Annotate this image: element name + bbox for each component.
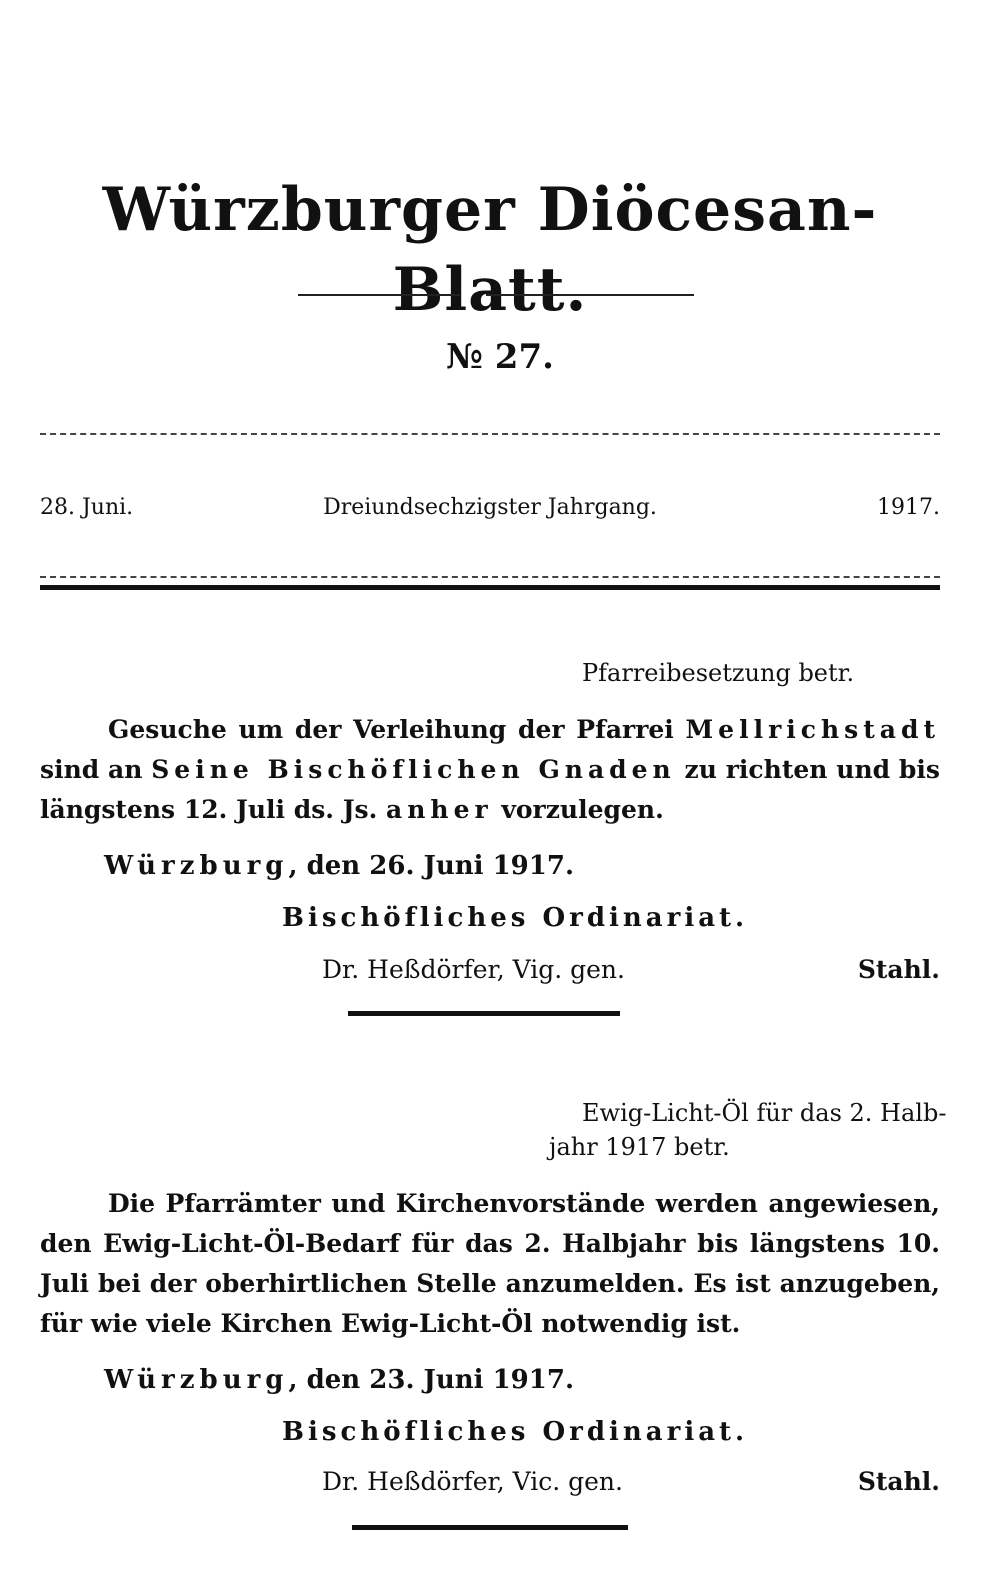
notice-1-body <box>40 710 940 830</box>
notice-1-body-text-c: zu richten und bis längstens 12. Juli ds. Js. <box>40 755 940 824</box>
masthead-title: Würzburger Diöcesan-Blatt. <box>102 175 878 325</box>
notice-1-parish: Mellrichstadt <box>685 715 940 744</box>
notice-2-body-text: Die Pfarrämter und Kirchenvorstände werden angewiesen, den Ewig-Licht-Öl-Bedarf für das 2. Halbjahr bis längstens 10. Juli bei der oberhirtlichen Stelle anzumelden. Es ist anzugeben, für wie viele Kirchen Ewig-Licht-Öl notwendig ist. <box>40 1189 940 1338</box>
notice-1-separator <box>348 1011 620 1016</box>
masthead-rule-right <box>486 294 694 296</box>
notice-1-grace: Seine Bischöflichen Gnaden <box>151 755 676 784</box>
notice-2-place-date <box>104 1360 574 1400</box>
notice-1-signatory: Dr. Heßdörfer, Vig. gen. <box>322 955 625 984</box>
issue-year: 1917. <box>877 495 940 520</box>
notice-1-city: Würzburg <box>104 851 289 881</box>
header-rule <box>40 433 940 435</box>
notice-1-signer: Stahl. <box>857 955 940 984</box>
notice-2-separator <box>352 1525 628 1530</box>
notice-2-subject-line-1: Ewig-Licht-Öl für das 2. Halb- <box>582 1099 947 1127</box>
notice-1-anher: anher <box>386 795 493 824</box>
dateline <box>40 492 940 524</box>
dateline-rule-thick <box>40 585 940 590</box>
notice-2-office: Bischöfliches Ordinariat. <box>282 1417 749 1447</box>
issue-number: № 27. <box>446 337 554 377</box>
notice-1-body-text-d: vorzulegen. <box>492 795 664 824</box>
masthead-rule-left <box>298 294 460 296</box>
notice-2-city: Würzburg <box>104 1365 289 1395</box>
volume-label: Dreiundsechzigster Jahrgang. <box>323 495 657 520</box>
notice-2-body <box>40 1184 940 1344</box>
notice-2-signer: Stahl. <box>857 1467 940 1496</box>
notice-2-subject-line-2: jahr 1917 betr. <box>549 1133 730 1161</box>
notice-1-place-date <box>104 846 574 886</box>
dateline-rule-dashed <box>40 576 940 578</box>
notice-1-office: Bischöfliches Ordinariat. <box>282 903 749 933</box>
issue-date: 28. Juni. <box>40 495 134 520</box>
notice-1-body-text-a: Gesuche um der Verleihung der Pfarrei <box>108 715 686 744</box>
notice-1-body-text-b: sind an <box>40 755 152 784</box>
notice-2-signatory: Dr. Heßdörfer, Vic. gen. <box>322 1467 623 1496</box>
notice-2-date: , den 23. Juni 1917. <box>288 1365 575 1395</box>
notice-1-date: , den 26. Juni 1917. <box>288 851 575 881</box>
notice-1-subject: Pfarreibesetzung betr. <box>582 659 855 687</box>
